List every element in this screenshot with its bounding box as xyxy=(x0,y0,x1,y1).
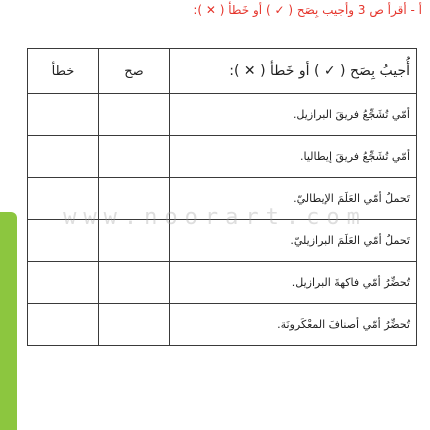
table-header-row xyxy=(28,49,417,94)
watermark-text: www.noorart.com xyxy=(63,205,367,230)
true-answer-cell[interactable] xyxy=(99,220,170,262)
table-row xyxy=(28,220,417,262)
statement-cell: تَحملُ أمّي العَلَمَ الإيطاليّ. xyxy=(170,178,417,220)
instruction-text: أ - أقرأ ص 3 وأجيب بِصَح ( ✓ ) أو خَطأ ( ✕ ): xyxy=(193,3,422,17)
statement-cell: تَحملُ أمّي العَلَمَ البرازيليّ. xyxy=(170,220,417,262)
table-row xyxy=(28,262,417,304)
true-answer-cell[interactable] xyxy=(99,262,170,304)
statement-cell: تُحضِّرُ أمّي أصنافَ المعْكَرونَة. xyxy=(170,304,417,346)
table-row xyxy=(28,94,417,136)
false-answer-cell[interactable] xyxy=(28,94,99,136)
false-answer-cell[interactable] xyxy=(28,220,99,262)
table-row xyxy=(28,178,417,220)
accent-bar xyxy=(0,212,17,430)
statement-cell: أمّي تُشَجِّعُ فريقَ إيطاليا. xyxy=(170,136,417,178)
table-row xyxy=(28,304,417,346)
true-answer-cell[interactable] xyxy=(99,178,170,220)
answer-table xyxy=(27,48,417,346)
table-row xyxy=(28,136,417,178)
false-answer-cell[interactable] xyxy=(28,262,99,304)
statement-cell: أمّي تُشَجِّعُ فريقَ البرازيل. xyxy=(170,94,417,136)
statement-cell: تُحضِّرُ أمّي فاكهةَ البرازيل. xyxy=(170,262,417,304)
false-answer-cell[interactable] xyxy=(28,136,99,178)
false-answer-cell[interactable] xyxy=(28,304,99,346)
true-answer-cell[interactable] xyxy=(99,94,170,136)
true-answer-cell[interactable] xyxy=(99,304,170,346)
statement-header: أُجيبُ بِصَح ( ✓ ) أو خَطأ ( ✕ ): xyxy=(170,49,417,94)
true-answer-cell[interactable] xyxy=(99,136,170,178)
false-header: خطأ xyxy=(28,49,99,94)
false-answer-cell[interactable] xyxy=(28,178,99,220)
true-header: صح xyxy=(99,49,170,94)
